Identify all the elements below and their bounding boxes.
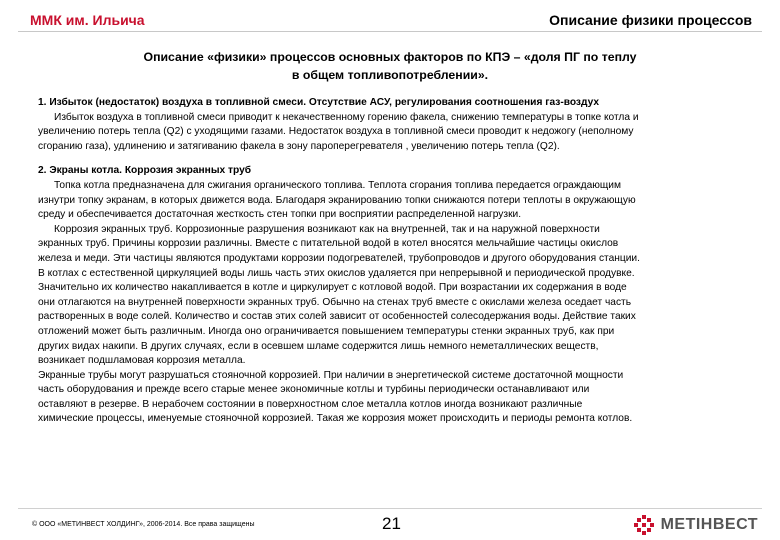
copyright-notice: © ООО «МЕТИНВЕСТ ХОЛДИНГ», 2006-2014. Все права защищены xyxy=(32,521,255,528)
section-2-line: растворенных в воде солей. Количество и состав этих солей зависит от особенностей солесодержания воды. Действие таких xyxy=(38,311,636,323)
slide-title xyxy=(60,48,720,84)
section-2-line: они отлагаются на внутренней поверхности экранных труб. Обычно на стенах труб вместе с окислами железа оседает часть xyxy=(38,296,632,308)
metinvest-snowflake-icon xyxy=(633,514,655,536)
slide-body xyxy=(38,96,752,427)
section-2-line: Экранные трубы могут разрушаться стояночной коррозией. При наличии в энергетической системе достаточной мощности xyxy=(38,369,624,381)
slide-title-line-1: Описание «физики» процессов основных факторов по КПЭ – «доля ПГ по теплу xyxy=(143,50,637,64)
page-number: 21 xyxy=(382,514,401,533)
section-2-line: железа и меди. Эти частицы являются продуктами коррозии подогревателей, трубопроводов и другого оборудования станции. xyxy=(38,252,640,264)
section-2-line: экранных труб. Причины коррозии различны. Вместе с питательной водой в котел вносятся мельчайшие частицы окислов xyxy=(38,238,619,250)
section-1-line: сгоранию газа), удлинению и затягиванию факела в зону пароперегревателя , увеличению потерь тепла (Q2). xyxy=(38,140,560,152)
section-2-line: оставляют в резерве. В нерабочем состоянии в поверхностном слое металла котлов иногда возникают различные xyxy=(38,398,583,410)
metinvest-logo xyxy=(633,514,758,536)
section-2-line: возникает подшламовая коррозия металла. xyxy=(38,355,246,367)
section-2-line: Значительно их количество накапливается в котле и циркулирует с котловой водой. При возрастании их содержания в воде xyxy=(38,282,627,294)
section-2-line: других видах накипи. В других случаях, если в осевшем шламе содержится лишь немного неметаллических веществ, xyxy=(38,340,599,352)
header-divider xyxy=(18,31,762,32)
section-2-line: Топка котла предназначена для сжигания органического топлива. Теплота сгорания топлива передается ограждающим xyxy=(54,179,621,191)
section-2-line: отложений может быть различным. Иногда оно ограничивается повышением температуры стенки экранных труб, как при xyxy=(38,325,615,337)
section-2-line: Коррозия экранных труб. Коррозионные разрушения возникают как на внутренней, так и на наружной поверхности xyxy=(54,223,600,235)
slide-topic: Описание физики процессов xyxy=(549,12,752,28)
section-2-line: химические процессы, именуемые стояночной коррозией. Такая же коррозия может происходить и периоды ремонта котлов. xyxy=(38,413,633,425)
section-2-line: изнутри топку экранам, в которых движется вода. Благодаря экранированию топки снижаются потери теплоты в окружающую xyxy=(38,194,636,206)
section-1-line: увеличению потерь тепла (Q2) с уходящими газами. Недостаток воздуха в топливной смеси проводит к недожогу (неполному xyxy=(38,126,634,138)
footer-divider xyxy=(18,508,762,509)
section-2-line: В котлах с естественной циркуляцией воды лишь часть этих окислов удаляется при непрерывной и периодической продувке. xyxy=(38,267,635,279)
section-2-heading: 2. Экраны котла. Коррозия экранных труб xyxy=(38,165,252,177)
company-name: ММК им. Ильича xyxy=(30,12,145,28)
section-2-line: среду и обеспечивается достаточная жесткость стен топки при восприятии распределенной нагрузки. xyxy=(38,209,522,221)
section-2-line: часть оборудования и прежде всего старые менее экономичные котлы и турбины периодически останавливают или xyxy=(38,384,590,396)
section-1-line: Избыток воздуха в топливной смеси приводит к некачественному горению факела, снижению температуры в топке котла и xyxy=(54,111,639,123)
slide-title-line-2: в общем топливопотреблении». xyxy=(291,68,489,82)
section-1-heading: 1. Избыток (недостаток) воздуха в топливной смеси. Отсутствие АСУ, регулирования соотношения газ-воздух xyxy=(38,97,600,108)
brand-name: МЕТІНВЕСТ xyxy=(660,516,758,533)
